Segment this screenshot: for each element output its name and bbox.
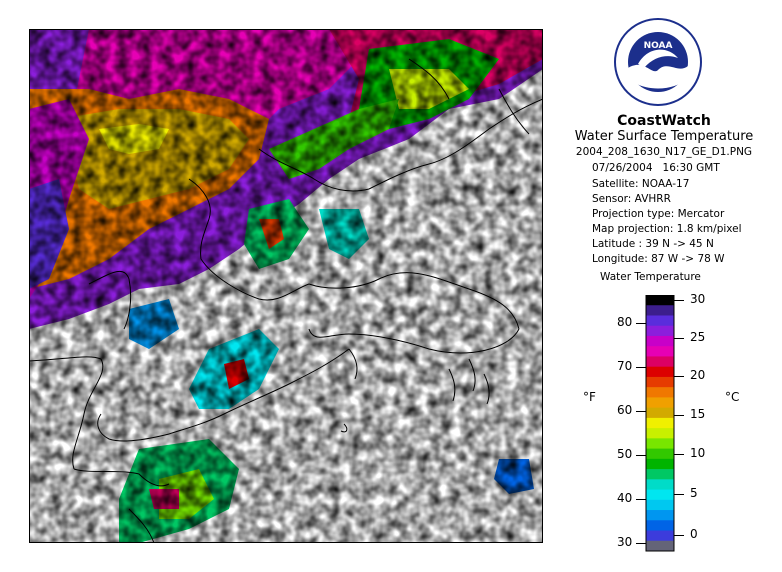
fahrenheit-tick-label: 80	[617, 315, 633, 329]
color-swatch	[646, 336, 674, 347]
color-swatch	[646, 315, 674, 326]
legend-title: Water Temperature	[600, 271, 701, 283]
celsius-tick-mark	[674, 376, 684, 377]
noaa-logo	[614, 18, 702, 106]
celsius-tick-mark	[674, 415, 684, 416]
color-swatch	[646, 510, 674, 521]
product-projection-type: Projection type: Mercator	[592, 208, 725, 220]
map-image	[29, 29, 543, 543]
color-swatch	[646, 438, 674, 449]
product-map-projection: Map projection: 1.8 km/pixel	[592, 223, 742, 235]
color-swatch	[646, 326, 674, 337]
fahrenheit-tick-label: 30	[617, 535, 633, 549]
color-scale	[640, 295, 680, 557]
color-swatch	[646, 449, 674, 460]
celsius-tick-mark	[674, 338, 684, 339]
product-satellite: Satellite: NOAA-17	[592, 178, 690, 190]
product-date	[592, 162, 720, 174]
fahrenheit-tick-label: 40	[617, 491, 633, 505]
color-swatch	[646, 305, 674, 316]
sst-map	[29, 29, 543, 543]
color-scale-bar	[640, 295, 680, 553]
color-swatch	[646, 346, 674, 357]
color-swatch	[646, 469, 674, 480]
fahrenheit-tick-mark	[636, 367, 646, 368]
color-swatch	[646, 295, 674, 306]
fahrenheit-tick-mark	[636, 323, 646, 324]
celsius-tick-label: 30	[690, 292, 706, 306]
color-swatch	[646, 428, 674, 439]
celsius-tick-label: 10	[690, 446, 706, 460]
color-swatch	[646, 459, 674, 470]
celsius-tick-mark	[674, 535, 684, 536]
celsius-tick-mark	[674, 454, 684, 455]
fahrenheit-tick-mark	[636, 411, 646, 412]
color-swatch	[646, 367, 674, 378]
celsius-tick-label: 0	[690, 527, 698, 541]
fahrenheit-tick-mark	[636, 499, 646, 500]
product-title: CoastWatch	[617, 113, 711, 129]
color-swatch	[646, 397, 674, 408]
unit-celsius: °C	[725, 390, 740, 404]
product-longitude: Longitude: 87 W -> 78 W	[592, 253, 725, 265]
fahrenheit-tick-mark	[636, 455, 646, 456]
time-value: 16:30 GMT	[662, 162, 720, 174]
product-subtitle: Water Surface Temperature	[574, 129, 754, 144]
fahrenheit-tick-mark	[636, 543, 646, 544]
celsius-tick-mark	[674, 494, 684, 495]
color-swatch	[646, 387, 674, 398]
color-swatch	[646, 479, 674, 490]
color-swatch	[646, 500, 674, 511]
product-latitude: Latitude : 39 N -> 45 N	[592, 238, 714, 250]
fahrenheit-tick-label: 70	[617, 359, 633, 373]
celsius-tick-label: 25	[690, 330, 706, 344]
color-swatch	[646, 490, 674, 501]
color-swatch	[646, 520, 674, 531]
svg-text:NOAA: NOAA	[643, 41, 673, 51]
celsius-tick-label: 5	[690, 486, 698, 500]
color-swatch	[646, 531, 674, 542]
product-filename: 2004_208_1630_N17_GE_D1.PNG	[575, 146, 753, 158]
fahrenheit-tick-label: 50	[617, 447, 633, 461]
color-swatch	[646, 408, 674, 419]
celsius-tick-label: 20	[690, 368, 706, 382]
color-swatch	[646, 377, 674, 388]
celsius-tick-mark	[674, 300, 684, 301]
date-value: 07/26/2004	[592, 162, 653, 174]
fahrenheit-tick-label: 60	[617, 403, 633, 417]
color-swatch	[646, 418, 674, 429]
product-sensor: Sensor: AVHRR	[592, 193, 671, 205]
noaa-seal-icon	[614, 18, 702, 106]
unit-fahrenheit: °F	[583, 390, 596, 404]
color-swatch	[646, 541, 674, 552]
color-swatch	[646, 356, 674, 367]
celsius-tick-label: 15	[690, 407, 706, 421]
